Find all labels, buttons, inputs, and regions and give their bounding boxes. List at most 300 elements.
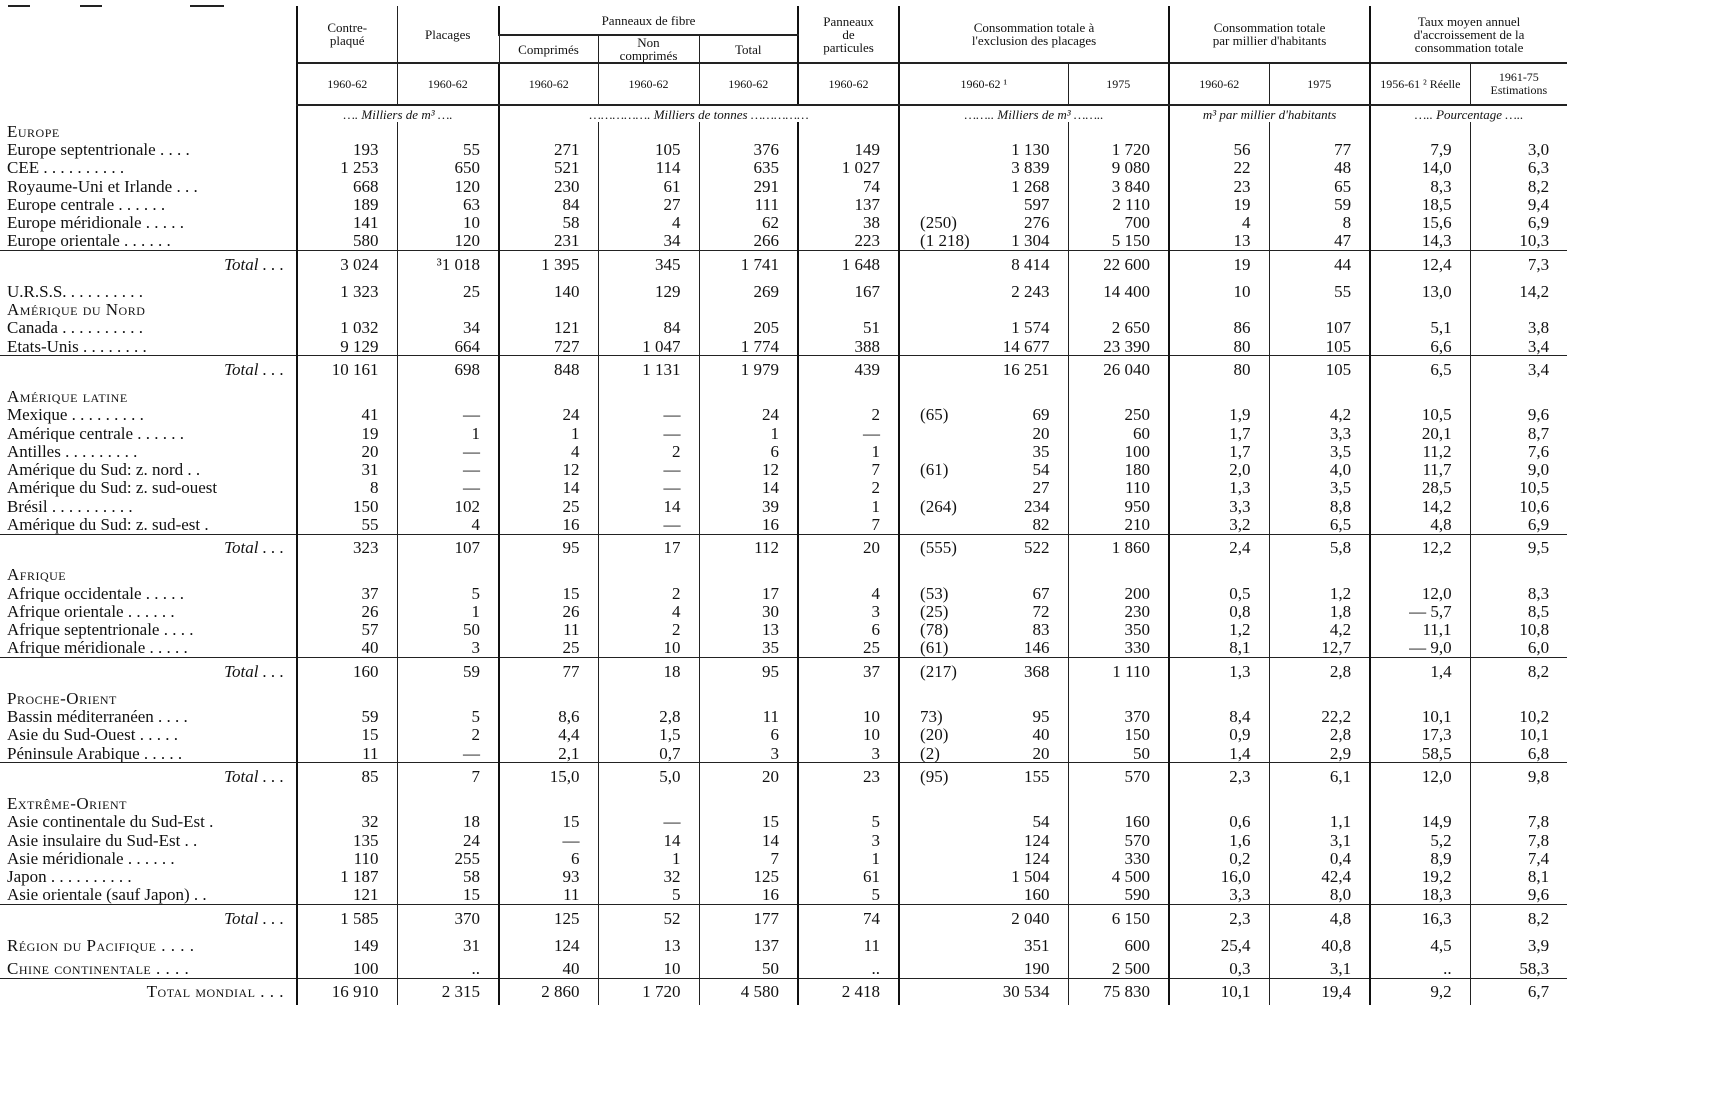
cell-non-comprimes: 4 <box>598 213 699 231</box>
col-conso-habitants: Consommation totale par millier d'habitants <box>1169 6 1370 63</box>
cell-taux-1961-75: 9,8 <box>1470 763 1567 790</box>
cell-conso-1975: 230 <box>1068 602 1169 620</box>
table-row <box>0 707 1567 725</box>
cell-hab-1960-62 <box>1169 684 1269 707</box>
cell-hab-1975 <box>1269 382 1370 405</box>
cell-hab-1975: 8,8 <box>1269 497 1370 515</box>
cell-non-comprimes: — <box>598 406 699 424</box>
row-label: Afrique méridionale . . . . . <box>7 638 188 658</box>
cell-contreplaque: 193 <box>297 140 397 158</box>
cell-contreplaque: 85 <box>297 763 397 790</box>
year-label: 1960-62 <box>397 63 499 105</box>
cell-non-comprimes: — <box>598 515 699 534</box>
cell-fibre-total: 15 <box>699 813 798 831</box>
cell-placages <box>397 684 499 707</box>
cell-non-comprimes: — <box>598 460 699 478</box>
cell-conso-1960-62-note <box>899 277 965 300</box>
cell-contreplaque: 1 187 <box>297 868 397 886</box>
cell-placages: 58 <box>397 868 499 886</box>
cell-conso-1960-62-note <box>899 831 965 849</box>
cell-hab-1975 <box>1269 561 1370 584</box>
cell-taux-1961-75: 7,8 <box>1470 813 1567 831</box>
cell-contreplaque: 189 <box>297 195 397 213</box>
region-header-row <box>0 789 1567 812</box>
cell-taux-1956-61: 14,2 <box>1370 497 1470 515</box>
cell-particules: 2 <box>798 406 899 424</box>
cell-conso-1960-62: 8 414 <box>965 251 1068 278</box>
cell-hab-1960-62: 10,1 <box>1169 978 1269 1005</box>
year-label: 1960-62 ¹ <box>899 63 1068 105</box>
cell-conso-1975: 180 <box>1068 460 1169 478</box>
cell-conso-1960-62-note: (78) <box>899 621 965 639</box>
cell-placages: 7 <box>397 763 499 790</box>
cell-conso-1960-62-note <box>899 177 965 195</box>
cell-contreplaque: 141 <box>297 213 397 231</box>
cell-non-comprimes: 2 <box>598 584 699 602</box>
cell-comprimes: 15 <box>499 813 598 831</box>
total-row <box>0 978 1567 1005</box>
cell-placages: 107 <box>397 534 499 561</box>
cell-comprimes: 16 <box>499 515 598 534</box>
cell-conso-1960-62-note <box>899 382 965 405</box>
cell-conso-1960-62-note: (61) <box>899 639 965 658</box>
cell-placages: 5 <box>397 584 499 602</box>
cell-taux-1956-61 <box>1370 122 1470 140</box>
cell-placages: 664 <box>397 337 499 356</box>
cell-taux-1956-61 <box>1370 684 1470 707</box>
cell-comprimes: 12 <box>499 460 598 478</box>
cell-hab-1960-62: 4 <box>1169 213 1269 231</box>
cell-placages: — <box>397 460 499 478</box>
cell-fibre-total: 13 <box>699 621 798 639</box>
cell-conso-1975 <box>1068 561 1169 584</box>
cell-non-comprimes: 105 <box>598 140 699 158</box>
cell-taux-1961-75: 8,2 <box>1470 177 1567 195</box>
cell-comprimes: 121 <box>499 319 598 337</box>
cell-non-comprimes: 0,7 <box>598 744 699 763</box>
cell-conso-1960-62-note: (65) <box>899 406 965 424</box>
cell-hab-1975: 59 <box>1269 195 1370 213</box>
cell-fibre-total <box>699 561 798 584</box>
row-label: Total . . . <box>0 658 297 685</box>
cell-hab-1960-62: 1,3 <box>1169 479 1269 497</box>
cell-fibre-total: 111 <box>699 195 798 213</box>
cell-comprimes <box>499 122 598 140</box>
cell-conso-1960-62: 1 304 <box>1011 231 1050 251</box>
cell-conso-1960-62-note <box>899 684 965 707</box>
cell-taux-1956-61: 14,0 <box>1370 159 1470 177</box>
cell-taux-1956-61: — 9,0 <box>1370 639 1470 658</box>
cell-non-comprimes: 10 <box>598 639 699 658</box>
cell-non-comprimes: 32 <box>598 868 699 886</box>
cell-fibre-total: 7 <box>699 849 798 867</box>
cell-hab-1960-62: 0,2 <box>1169 849 1269 867</box>
cell-comprimes: 14 <box>499 479 598 497</box>
row-label: Asie insulaire du Sud-Est . . <box>7 830 198 850</box>
table-row <box>0 954 1567 978</box>
cell-hab-1960-62: 19 <box>1169 251 1269 278</box>
cell-hab-1960-62: 80 <box>1169 356 1269 383</box>
cell-conso-1975: 250 <box>1068 406 1169 424</box>
cell-non-comprimes: 129 <box>598 277 699 300</box>
total-row <box>0 251 1567 278</box>
cell-hab-1975: 8 <box>1269 213 1370 231</box>
cell-hab-1975: 105 <box>1269 356 1370 383</box>
cell-particules: 3 <box>798 831 899 849</box>
cell-particules <box>798 684 899 707</box>
cell-conso-1975: 22 600 <box>1068 251 1169 278</box>
cell-taux-1961-75: 3,0 <box>1470 140 1567 158</box>
row-label: Amérique latine <box>7 386 128 406</box>
cell-fibre-total: 269 <box>699 277 798 300</box>
cell-non-comprimes: — <box>598 813 699 831</box>
cell-hab-1960-62: 1,9 <box>1169 406 1269 424</box>
row-label: Total . . . <box>0 356 297 383</box>
table-row <box>0 195 1567 213</box>
cell-conso-1960-62: 160 <box>1024 885 1050 905</box>
cell-taux-1956-61: 8,3 <box>1370 177 1470 195</box>
cell-non-comprimes: 1 047 <box>598 337 699 356</box>
cell-particules: 10 <box>798 707 899 725</box>
cell-particules: 23 <box>798 763 899 790</box>
cell-particules: 1 <box>798 497 899 515</box>
cell-conso-1975: 75 830 <box>1068 978 1169 1005</box>
cell-conso-1960-62-note: (250) <box>899 213 965 231</box>
cell-taux-1956-61: 20,1 <box>1370 424 1470 442</box>
cell-fibre-total: 30 <box>699 602 798 620</box>
cell-hab-1975: 4,8 <box>1269 905 1370 932</box>
cell-taux-1961-75: 10,2 <box>1470 707 1567 725</box>
cell-conso-1960-62-note <box>899 356 965 383</box>
year-label: 1960-62 <box>1169 63 1269 105</box>
cell-conso-1975: 370 <box>1068 707 1169 725</box>
cell-conso-1975: 100 <box>1068 442 1169 460</box>
cell-fibre-total <box>699 382 798 405</box>
cell-fibre-total: 14 <box>699 479 798 497</box>
cell-taux-1961-75: 8,5 <box>1470 602 1567 620</box>
cell-contreplaque: 135 <box>297 831 397 849</box>
cell-contreplaque: 110 <box>297 849 397 867</box>
cell-hab-1975: 4,0 <box>1269 460 1370 478</box>
cell-non-comprimes: 1 <box>598 849 699 867</box>
cell-non-comprimes: 114 <box>598 159 699 177</box>
cell-non-comprimes: 84 <box>598 319 699 337</box>
cell-particules: 1 648 <box>798 251 899 278</box>
cell-fibre-total: 125 <box>699 868 798 886</box>
cell-conso-1960-62: 54 <box>1032 460 1050 480</box>
cell-taux-1961-75 <box>1470 382 1567 405</box>
row-label: Total . . . <box>0 534 297 561</box>
cell-placages: — <box>397 406 499 424</box>
cell-hab-1975: 47 <box>1269 232 1370 251</box>
cell-particules: 6 <box>798 621 899 639</box>
cell-comprimes <box>499 561 598 584</box>
cell-placages: 1 <box>397 602 499 620</box>
cell-particules <box>798 300 899 318</box>
cell-non-comprimes: 18 <box>598 658 699 685</box>
cell-fibre-total <box>699 684 798 707</box>
cell-comprimes: 8,6 <box>499 707 598 725</box>
cell-taux-1961-75: 6,9 <box>1470 515 1567 534</box>
cell-conso-1960-62-note <box>899 337 965 356</box>
cell-conso-1960-62-note <box>899 300 965 318</box>
cell-conso-1960-62 <box>965 382 1068 405</box>
cell-placages: 15 <box>397 886 499 905</box>
table-row <box>0 479 1567 497</box>
row-label: Amérique centrale . . . . . . <box>7 423 185 443</box>
table-row <box>0 621 1567 639</box>
cell-hab-1960-62 <box>1169 382 1269 405</box>
cell-conso-1960-62: 368 <box>965 658 1068 685</box>
cell-non-comprimes: 2 <box>598 621 699 639</box>
row-label: Asie orientale (sauf Japon) . . <box>7 885 207 905</box>
cell-taux-1956-61 <box>1370 561 1470 584</box>
cell-fibre-total: 12 <box>699 460 798 478</box>
cell-comprimes: 15,0 <box>499 763 598 790</box>
cell-conso-1960-62: 27 <box>1032 478 1050 498</box>
cell-contreplaque: 31 <box>297 460 397 478</box>
cell-contreplaque: 20 <box>297 442 397 460</box>
row-label: Europe orientale . . . . . . <box>7 231 171 251</box>
cell-taux-1961-75: 6,8 <box>1470 744 1567 763</box>
cell-conso-1960-62: 3 839 <box>1011 158 1050 178</box>
cell-particules: 3 <box>798 744 899 763</box>
table-row <box>0 813 1567 831</box>
cell-taux-1961-75: 7,4 <box>1470 849 1567 867</box>
cell-conso-1975 <box>1068 684 1169 707</box>
cell-contreplaque: 150 <box>297 497 397 515</box>
row-label: Afrique orientale . . . . . . <box>7 602 175 621</box>
cell-taux-1956-61: 17,3 <box>1370 726 1470 744</box>
cell-conso-1975 <box>1068 122 1169 140</box>
cell-conso-1975: 2 650 <box>1068 319 1169 337</box>
cell-particules: 2 <box>798 479 899 497</box>
cell-taux-1961-75 <box>1470 300 1567 318</box>
cell-contreplaque: 26 <box>297 602 397 620</box>
cell-placages: 59 <box>397 658 499 685</box>
cell-non-comprimes: 4 <box>598 602 699 620</box>
row-label: Total . . . <box>0 905 297 932</box>
cell-taux-1961-75: 6,7 <box>1470 978 1567 1005</box>
row-label: U.R.S.S. . . . . . . . . . <box>7 281 144 301</box>
cell-fibre-total: 6 <box>699 726 798 744</box>
cell-particules: 37 <box>798 658 899 685</box>
cell-hab-1975: 6,5 <box>1269 515 1370 534</box>
table-row <box>0 232 1567 251</box>
cell-taux-1956-61: 12,4 <box>1370 251 1470 278</box>
year-label: 1960-62 <box>297 63 397 105</box>
cell-conso-1960-62: 1 574 <box>1011 318 1050 338</box>
cell-particules: 20 <box>798 534 899 561</box>
cell-particules: 439 <box>798 356 899 383</box>
cell-conso-1960-62-note <box>899 978 965 1005</box>
cell-conso-1975: 50 <box>1068 744 1169 763</box>
year-label: 1960-62 <box>598 63 699 105</box>
col-non-comprimes: Non comprimés <box>598 35 699 63</box>
table-row <box>0 639 1567 658</box>
cell-taux-1961-75: 9,5 <box>1470 534 1567 561</box>
cell-placages: 650 <box>397 159 499 177</box>
cell-hab-1960-62: 23 <box>1169 177 1269 195</box>
row-label: Total . . . <box>0 763 297 790</box>
cell-comprimes: 6 <box>499 849 598 867</box>
cell-fibre-total: 4 580 <box>699 978 798 1005</box>
cell-hab-1960-62 <box>1169 789 1269 812</box>
cell-conso-1960-62-note: (53) <box>899 584 965 602</box>
cell-comprimes: 11 <box>499 886 598 905</box>
col-particules: Panneaux de particules <box>798 6 899 63</box>
row-label: Europe centrale . . . . . . <box>7 195 166 214</box>
row-label: Chine continentale . . . . <box>7 959 190 979</box>
cell-hab-1975: 1,2 <box>1269 584 1370 602</box>
cell-comprimes: 271 <box>499 140 598 158</box>
cell-comprimes: 25 <box>499 639 598 658</box>
cell-hab-1975: 1,8 <box>1269 602 1370 620</box>
cell-particules <box>798 561 899 584</box>
cell-taux-1956-61 <box>1370 789 1470 812</box>
cell-placages: 120 <box>397 177 499 195</box>
cell-taux-1961-75: 6,0 <box>1470 639 1567 658</box>
cell-hab-1960-62: 0,8 <box>1169 602 1269 620</box>
cell-conso-1975: 330 <box>1068 849 1169 867</box>
region-header-row <box>0 300 1567 318</box>
cell-conso-1960-62: 1 268 <box>1011 176 1050 196</box>
cell-taux-1956-61: 14,3 <box>1370 232 1470 251</box>
cell-taux-1956-61: 4,5 <box>1370 931 1470 954</box>
total-row <box>0 905 1567 932</box>
row-label: CEE . . . . . . . . . . <box>7 158 125 177</box>
cell-hab-1975: 2,8 <box>1269 658 1370 685</box>
cell-contreplaque: 11 <box>297 744 397 763</box>
cell-placages <box>397 789 499 812</box>
cell-taux-1956-61: 14,9 <box>1370 813 1470 831</box>
cell-conso-1975: 200 <box>1068 584 1169 602</box>
consumption-table <box>0 6 1567 1005</box>
table-row <box>0 140 1567 158</box>
cell-conso-1960-62: 54 <box>1032 812 1050 832</box>
cell-comprimes <box>499 300 598 318</box>
region-header-row <box>0 122 1567 140</box>
cell-particules <box>798 789 899 812</box>
cell-hab-1975: 48 <box>1269 159 1370 177</box>
cell-non-comprimes <box>598 122 699 140</box>
table-row <box>0 460 1567 478</box>
cell-conso-1975: 1 720 <box>1068 140 1169 158</box>
cell-hab-1975: 65 <box>1269 177 1370 195</box>
cell-conso-1960-62-note <box>899 479 965 497</box>
cell-conso-1960-62-note <box>899 195 965 213</box>
cell-conso-1960-62-note <box>899 886 965 905</box>
cell-contreplaque: 10 161 <box>297 356 397 383</box>
cell-conso-1960-62: 1 130 <box>1011 139 1050 159</box>
year-label: 1975 <box>1269 63 1370 105</box>
cell-hab-1960-62: 2,3 <box>1169 905 1269 932</box>
cell-contreplaque: 57 <box>297 621 397 639</box>
cell-taux-1961-75: 6,3 <box>1470 159 1567 177</box>
row-label: Asie du Sud-Ouest . . . . . <box>7 725 178 745</box>
year-label: 1960-62 <box>499 63 598 105</box>
cell-taux-1961-75: 10,6 <box>1470 497 1567 515</box>
region-header-row <box>0 382 1567 405</box>
cell-conso-1960-62: 40 <box>1032 725 1050 745</box>
cell-particules: 51 <box>798 319 899 337</box>
cell-comprimes: 231 <box>499 232 598 251</box>
cell-taux-1956-61: 15,6 <box>1370 213 1470 231</box>
cell-conso-1975: 600 <box>1068 931 1169 954</box>
cell-conso-1960-62: 30 534 <box>965 978 1068 1005</box>
cell-fibre-total: 1 774 <box>699 337 798 356</box>
cell-fibre-total: 62 <box>699 213 798 231</box>
cell-particules: 11 <box>798 931 899 954</box>
cell-hab-1975: 105 <box>1269 337 1370 356</box>
cell-particules: 3 <box>798 602 899 620</box>
cell-contreplaque: 40 <box>297 639 397 658</box>
cell-hab-1960-62: 80 <box>1169 337 1269 356</box>
cell-conso-1960-62: 522 <box>965 534 1068 561</box>
cell-fibre-total: 35 <box>699 639 798 658</box>
cell-conso-1960-62 <box>965 684 1068 707</box>
cell-hab-1960-62: 3,3 <box>1169 497 1269 515</box>
cell-conso-1975: 60 <box>1068 424 1169 442</box>
region-header-row <box>0 684 1567 707</box>
cell-hab-1975: 42,4 <box>1269 868 1370 886</box>
cell-particules: 10 <box>798 726 899 744</box>
cell-hab-1960-62: 22 <box>1169 159 1269 177</box>
cell-taux-1961-75: 8,1 <box>1470 868 1567 886</box>
cell-particules: 1 027 <box>798 159 899 177</box>
cell-conso-1960-62: 155 <box>965 763 1068 790</box>
cell-conso-1960-62: 1 504 <box>1011 867 1050 887</box>
cell-taux-1956-61: 9,2 <box>1370 978 1470 1005</box>
cell-conso-1975: 950 <box>1068 497 1169 515</box>
cell-taux-1956-61: 11,1 <box>1370 621 1470 639</box>
cell-conso-1960-62: 67 <box>1032 583 1050 603</box>
cell-taux-1956-61 <box>1370 300 1470 318</box>
row-label: Amérique du Sud: z. sud-ouest <box>7 478 218 498</box>
cell-taux-1961-75: 10,3 <box>1470 232 1567 251</box>
cell-conso-1960-62: 72 <box>1032 601 1050 621</box>
cell-hab-1960-62: 0,9 <box>1169 726 1269 744</box>
year-label: 1975 <box>1068 63 1169 105</box>
unit-label: …. Milliers de m³ …. <box>297 105 499 122</box>
cell-taux-1956-61: 1,4 <box>1370 658 1470 685</box>
cell-taux-1961-75: 10,5 <box>1470 479 1567 497</box>
cell-comprimes: 11 <box>499 621 598 639</box>
cell-non-comprimes: 2 <box>598 442 699 460</box>
row-label: Total . . . <box>0 251 297 278</box>
cell-comprimes <box>499 684 598 707</box>
row-label: Péninsule Arabique . . . . . <box>7 744 183 763</box>
row-label: Asie méridionale . . . . . . <box>7 849 175 868</box>
cell-taux-1961-75: 6,9 <box>1470 213 1567 231</box>
cell-hab-1960-62: 13 <box>1169 232 1269 251</box>
cell-hab-1960-62: 2,3 <box>1169 763 1269 790</box>
row-label: Brésil . . . . . . . . . . <box>7 497 133 516</box>
cell-conso-1960-62: 69 <box>1032 405 1050 425</box>
cell-particules: 2 418 <box>798 978 899 1005</box>
year-label: 1961-75 Estimations <box>1470 63 1567 105</box>
cell-contreplaque: 100 <box>297 954 397 978</box>
cell-hab-1975: 4,2 <box>1269 621 1370 639</box>
cell-contreplaque: 121 <box>297 886 397 905</box>
row-label: Bassin méditerranéen . . . . <box>7 707 188 726</box>
cell-taux-1961-75 <box>1470 789 1567 812</box>
cell-conso-1960-62: 2 040 <box>965 905 1068 932</box>
row-label: Europe méridionale . . . . . <box>7 213 185 232</box>
cell-fibre-total: 137 <box>699 931 798 954</box>
cell-conso-1960-62-note <box>899 868 965 886</box>
cell-particules: 223 <box>798 232 899 251</box>
